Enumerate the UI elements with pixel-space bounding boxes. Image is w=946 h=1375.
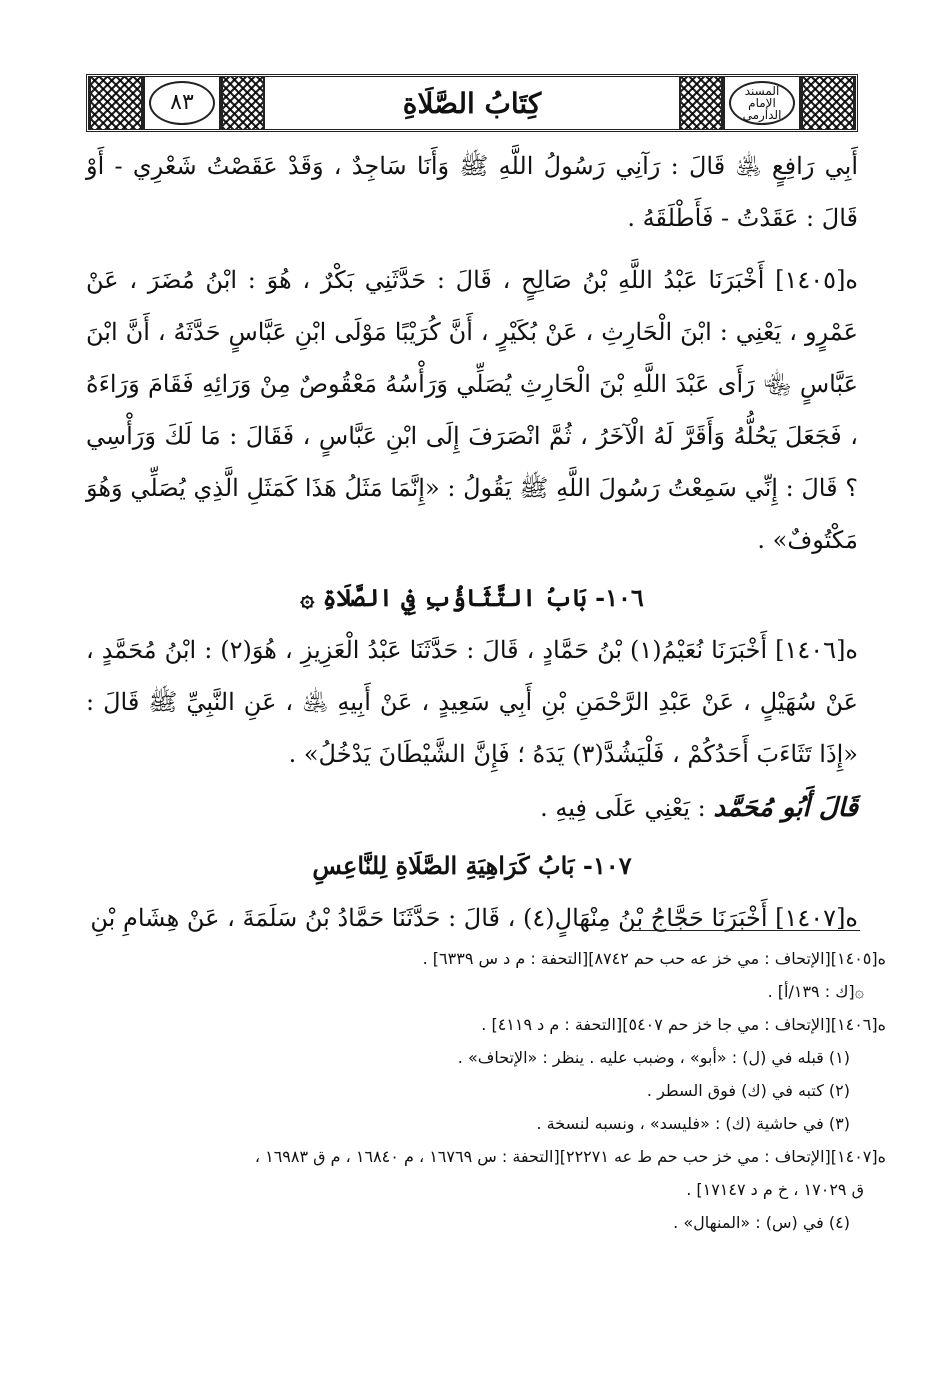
chapter-heading-107: ١٠٧- بَابُ كَرَاهِيَةِ الصَّلَاةِ لِلنَّاعِسِ bbox=[312, 851, 632, 880]
hadith-1405: ه[١٤٠٥] أَخْبَرَنَا عَبْدُ اللَّهِ بْنُ صَالِحٍ ، قَالَ : حَدَّثَنِي بَكْرٌ ، هُوَ : ابْنُ مُضَرَ ، عَنْ عَمْرٍو ، يَعْنِي : ابْنَ الْحَارِثِ ، عَنْ بُكَيْرٍ ، أَنَّ كُرَيْبًا مَوْلَى ابْنِ عَبَّاسٍ حَدَّثَهُ ، أَنَّ ابْنَ عَبَّاسٍ ﵄ رَأَى عَبْدَ اللَّهِ بْنَ الْحَارِثِ يُصَلِّي وَرَأْسُهُ مَعْقُوصٌ مِنْ وَرَائِهِ فَقَامَ وَرَاءَهُ ، فَجَعَلَ يَحُلُّهُ وَأَقَرَّ لَهُ الْآخَرُ ، ثُمَّ انْصَرَفَ إِلَى ابْنِ عَبَّاسٍ ، فَقَالَ : مَا لَكَ وَرَأْسِي ؟ قَالَ : إِنِّي سَمِعْتُ رَسُولَ اللَّهِ ﷺ يَقُولُ : «إِنَّمَا مَثَلُ هَذَا كَمَثَلِ الَّذِي يُصَلِّي وَهُوَ مَكْتُوفٌ» . bbox=[86, 266, 858, 554]
footnote-2: (٢) كتبه في (ك) فوق السطر . bbox=[646, 1081, 850, 1100]
footnote-1: (١) قبله في (ل) : «أبو» ، وضبب عليه . ينظر : «الإتحاف» . bbox=[457, 1048, 850, 1067]
book-emblem bbox=[723, 77, 801, 129]
hadith-1407: ه[١٤٠٧] أَخْبَرَنَا حَجَّاجُ بْنُ مِنْهَالٍ(٤) ، قَالَ : حَدَّثَنَا حَمَّادُ بْنُ سَلَمَةَ ، عَنْ هِشَامِ بْنِ bbox=[90, 904, 858, 932]
page-number-cartouche bbox=[143, 77, 221, 129]
chapter-heading-106: ١٠٦- بَابُ التَّثَاؤُبِ فِي الصَّلَاةِ ۞ bbox=[300, 583, 644, 612]
ornament-mid-left bbox=[221, 77, 265, 129]
footnotes bbox=[86, 942, 886, 1239]
author-name: قَالَ أَبُو مُحَمَّد bbox=[713, 793, 858, 823]
ornament-left bbox=[89, 77, 143, 129]
footnote-separator bbox=[632, 930, 860, 931]
footnote-1407: ه[١٤٠٧][الإتحاف : مي خز حب حم ط عه ٢٢٢٧١][التحفة : س ١٦٧٦٩ ، م ١٦٨٤٠ ، م ق ١٦٩٨٣ ، bbox=[254, 1147, 886, 1166]
footnote-1407-continued: ق ١٧٠٢٩ ، خ م د ١٧١٤٧] . bbox=[686, 1180, 864, 1199]
ornament-right bbox=[801, 77, 855, 129]
footnote-1405: ه[١٤٠٥][الإتحاف : مي خز عه حب حم ٨٧٤٢][التحفة : م د س ٦٣٣٩] . bbox=[422, 949, 886, 968]
author-comment bbox=[86, 782, 858, 834]
footnote-4: (٤) في (س) : «المنهال» . bbox=[673, 1213, 850, 1232]
ornament-mid-right bbox=[679, 77, 723, 129]
emblem-text: المسند الإمام الدارمي bbox=[729, 81, 795, 125]
author-comment-text: : يَعْنِي عَلَى فِيهِ . bbox=[540, 794, 706, 822]
paragraph-continued: أَبِي رَافِعٍ ﵁ قَالَ : رَآنِي رَسُولُ اللَّهِ ﷺ وَأَنَا سَاجِدٌ ، وَقَدْ عَقَصْتُ شَعْرِي - أَوْ قَالَ : عَقَدْتُ - فَأَطْلَقَهُ . bbox=[86, 152, 858, 232]
footnote-manuscript-ref: ۞[ك : ١٣٩/أ] . bbox=[767, 982, 864, 1001]
page-number: ٨٣ bbox=[170, 90, 194, 115]
page-header bbox=[86, 74, 858, 132]
footnote-3: (٣) في حاشية (ك) : «فليسد» ، ونسبه لنسخة . bbox=[536, 1114, 850, 1133]
running-title: كِتَابُ الصَّلَاةِ bbox=[402, 86, 542, 120]
main-text bbox=[86, 140, 858, 944]
hadith-1406: ه[١٤٠٦] أَخْبَرَنَا نُعَيْمُ(١) بْنُ حَمَّادٍ ، قَالَ : حَدَّثَنَا عَبْدُ الْعَزِيزِ ، هُوَ(٢) : ابْنُ مُحَمَّدٍ ، عَنْ سُهَيْلٍ ، عَنْ عَبْدِ الرَّحْمَنِ بْنِ أَبِي سَعِيدٍ ، عَنْ أَبِيهِ ﵁ ، عَنِ النَّبِيِّ ﷺ قَالَ : «إِذَا تَثَاءَبَ أَحَدُكُمْ ، فَلْيَشُدَّ(٣) يَدَهُ ؛ فَإِنَّ الشَّيْطَانَ يَدْخُلُ» . bbox=[86, 636, 858, 768]
footnote-1406: ه[١٤٠٦][الإتحاف : مي جا خز حم ٥٤٠٧][التحفة : م د ٤١١٩] . bbox=[481, 1015, 886, 1034]
